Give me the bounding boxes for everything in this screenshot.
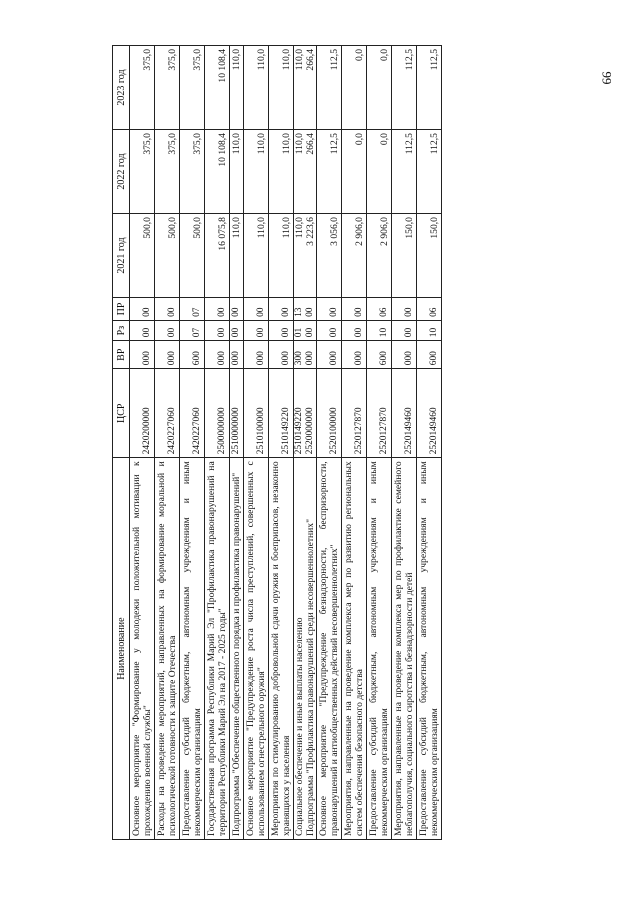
row-rz xyxy=(294,320,317,340)
row-2022: 0,0 xyxy=(367,130,392,214)
row-2023: 0,0 xyxy=(342,46,367,130)
table-row xyxy=(294,46,317,840)
row-vr: 600 xyxy=(417,341,442,369)
row-csr: 2510000000 xyxy=(230,369,244,458)
row-rz: 00 xyxy=(130,320,155,340)
table-row xyxy=(180,46,205,840)
row-pr: 00 xyxy=(317,298,342,321)
row-vr: 000 xyxy=(230,341,244,369)
row-vr xyxy=(294,341,317,369)
row-csr: 2420227060 xyxy=(155,369,180,458)
row-2023: 0,0 xyxy=(367,46,392,130)
row-name: Основное мероприятие "Предупреждение безнадзорности, беспризорности, правонарушений и антиобщественных действий несовершеннолетних" xyxy=(317,458,342,840)
header-vr: ВР xyxy=(113,341,130,369)
row-vr: 000 xyxy=(317,341,342,369)
header-2022: 2022 год xyxy=(113,130,130,214)
row-2023: 375,0 xyxy=(180,46,205,130)
row-vr: 000 xyxy=(269,341,294,369)
row-pr-line: 00 xyxy=(305,307,315,317)
row-vr: 000 xyxy=(205,341,230,369)
row-pr: 06 xyxy=(367,298,392,321)
header-2021: 2021 год xyxy=(113,214,130,298)
table-row xyxy=(392,46,417,840)
row-name: Мероприятия, направленные на проведение комплекса мер по развитию региональных систем обеспечения безопасного детства xyxy=(342,458,367,840)
row-2021: 2 906,0 xyxy=(367,214,392,298)
row-2022: 110,0 xyxy=(230,130,244,214)
row-2022: 112,5 xyxy=(392,130,417,214)
row-csr: 2520127870 xyxy=(342,369,367,458)
row-pr: 07 xyxy=(180,298,205,321)
row-vr: 000 xyxy=(155,341,180,369)
row-name: Мероприятия, направленные на проведение комплекса мер по профилактике семейного неблагополучия, социального сиротства и безнадзорности детей xyxy=(392,458,417,840)
row-2023: 110,0 xyxy=(230,46,244,130)
row-rz: 00 xyxy=(342,320,367,340)
row-2022: 0,0 xyxy=(342,130,367,214)
table-row xyxy=(342,46,367,840)
table-body xyxy=(130,46,442,840)
row-name: Предоставление субсидий бюджетным, автономным учреждениям и иным некоммерческим организациям xyxy=(417,458,442,840)
row-csr: 2510100000 xyxy=(244,369,269,458)
row-2022-line: 110,0 xyxy=(294,133,305,155)
row-name: Предоставление субсидий бюджетным, автономным учреждениям и иным некоммерческим организациям xyxy=(180,458,205,840)
row-name-line: Социальное обеспечение и иные выплаты населению xyxy=(294,617,305,836)
row-2021: 3 056,0 xyxy=(317,214,342,298)
row-vr: 000 xyxy=(342,341,367,369)
row-2021: 500,0 xyxy=(155,214,180,298)
row-csr-line: 2510149220 xyxy=(294,407,304,455)
row-pr: 00 xyxy=(205,298,230,321)
row-2021: 150,0 xyxy=(417,214,442,298)
row-vr-line: 300 xyxy=(294,351,304,366)
page-number: 99 xyxy=(599,71,615,85)
row-pr: 00 xyxy=(130,298,155,321)
header-2023: 2023 год xyxy=(113,46,130,130)
row-vr: 600 xyxy=(180,341,205,369)
row-2021-line: 3 223,6 xyxy=(305,217,316,246)
row-pr: 00 xyxy=(342,298,367,321)
row-2022: 112,5 xyxy=(417,130,442,214)
row-2023: 110,0 xyxy=(244,46,269,130)
table-row xyxy=(417,46,442,840)
row-rz: 10 xyxy=(417,320,442,340)
row-csr: 2520149460 xyxy=(417,369,442,458)
table-row xyxy=(230,46,244,840)
row-pr: 00 xyxy=(269,298,294,321)
row-2021: 110,0 xyxy=(269,214,294,298)
row-pr: 00 xyxy=(244,298,269,321)
row-name: Расходы на проведение мероприятий, направленных на формирование моральной и психологической готовности к защите Отечества xyxy=(155,458,180,840)
header-csr: ЦСР xyxy=(113,369,130,458)
row-2023: 375,0 xyxy=(130,46,155,130)
row-2021: 110,0 xyxy=(230,214,244,298)
budget-table xyxy=(112,45,442,840)
row-2022: 112,5 xyxy=(317,130,342,214)
table-row xyxy=(205,46,230,840)
row-name: Государственная программа Республики Марий Эл "Профилактика правонарушений на территории Республики Марий Эл на 2017 - 2025 годы" xyxy=(205,458,230,840)
row-2023: 375,0 xyxy=(155,46,180,130)
row-csr: 2520100000 xyxy=(317,369,342,458)
row-2023: 112,5 xyxy=(417,46,442,130)
table-row xyxy=(317,46,342,840)
header-pr: ПР xyxy=(113,298,130,321)
row-rz: 07 xyxy=(180,320,205,340)
row-rz: 00 xyxy=(317,320,342,340)
row-2021: 500,0 xyxy=(180,214,205,298)
row-2022-line: 266,4 xyxy=(305,133,316,155)
row-csr: 2420200000 xyxy=(130,369,155,458)
table-row xyxy=(155,46,180,840)
row-2023-line: 110,0 xyxy=(294,49,305,71)
row-2022: 110,0 xyxy=(244,130,269,214)
row-pr: 00 xyxy=(230,298,244,321)
row-csr: 2520127870 xyxy=(367,369,392,458)
table-row xyxy=(367,46,392,840)
row-rz: 00 xyxy=(155,320,180,340)
row-rz-line: 00 xyxy=(305,327,315,338)
table-row xyxy=(269,46,294,840)
row-2021: 110,0 xyxy=(244,214,269,298)
row-name: Мероприятия по стимулированию добровольной сдачи оружия и боеприпасов, незаконно хранящихся у населения xyxy=(269,458,294,840)
budget-table-rotated xyxy=(112,45,602,840)
row-2023: 112,5 xyxy=(392,46,417,130)
row-2022: 375,0 xyxy=(155,130,180,214)
row-csr: 2510149220 xyxy=(269,369,294,458)
row-2023: 112,5 xyxy=(317,46,342,130)
row-rz: 00 xyxy=(392,320,417,340)
row-vr-line: 000 xyxy=(305,351,315,366)
row-name: Подпрограмма "Обеспечение общественного порядка и профилактика правонарушений" xyxy=(230,458,244,840)
row-2021: 500,0 xyxy=(130,214,155,298)
row-2022: 110,0 xyxy=(269,130,294,214)
row-2023: 110,0 xyxy=(269,46,294,130)
row-2021-line: 110,0 xyxy=(294,217,305,239)
row-name xyxy=(294,458,317,840)
row-name-line: Подпрограмма "Профилактика правонарушений среди несовершеннолетних" xyxy=(305,518,316,836)
row-2023 xyxy=(294,46,317,130)
row-pr: 00 xyxy=(392,298,417,321)
table-row xyxy=(244,46,269,840)
row-name: Основное мероприятие "Формирование у молодежи положительной мотивации к прохождению военной службы" xyxy=(130,458,155,840)
row-2021: 150,0 xyxy=(392,214,417,298)
row-pr: 06 xyxy=(417,298,442,321)
row-2021: 16 075,8 xyxy=(205,214,230,298)
row-name: Основное мероприятие "Предупреждение роста числа преступлений, совершенных с использованием огнестрельного оружия" xyxy=(244,458,269,840)
row-2023: 10 108,4 xyxy=(205,46,230,130)
row-2022: 375,0 xyxy=(180,130,205,214)
table-row xyxy=(130,46,155,840)
row-2022: 375,0 xyxy=(130,130,155,214)
row-name: Предоставление субсидий бюджетным, автономным учреждениям и иным некоммерческим организациям xyxy=(367,458,392,840)
row-csr-line: 2520000000 xyxy=(305,407,315,455)
row-2022: 10 108,4 xyxy=(205,130,230,214)
row-pr xyxy=(294,298,317,321)
table-header-row xyxy=(113,46,130,840)
row-2022 xyxy=(294,130,317,214)
row-vr: 000 xyxy=(244,341,269,369)
row-2023-line: 266,4 xyxy=(305,49,316,71)
row-csr: 2420227060 xyxy=(180,369,205,458)
row-rz: 00 xyxy=(230,320,244,340)
row-pr-line: 13 xyxy=(294,307,304,317)
row-2021 xyxy=(294,214,317,298)
header-rz: Рз xyxy=(113,320,130,340)
row-rz: 00 xyxy=(205,320,230,340)
row-csr xyxy=(294,369,317,458)
row-2021: 2 906,0 xyxy=(342,214,367,298)
row-csr: 2500000000 xyxy=(205,369,230,458)
row-vr: 000 xyxy=(392,341,417,369)
row-vr: 000 xyxy=(130,341,155,369)
row-csr: 2520149460 xyxy=(392,369,417,458)
row-pr: 00 xyxy=(155,298,180,321)
row-rz: 00 xyxy=(269,320,294,340)
row-rz: 00 xyxy=(244,320,269,340)
row-rz: 10 xyxy=(367,320,392,340)
header-name: Наименование xyxy=(113,458,130,840)
row-vr: 600 xyxy=(367,341,392,369)
row-rz-line: 01 xyxy=(294,327,304,338)
